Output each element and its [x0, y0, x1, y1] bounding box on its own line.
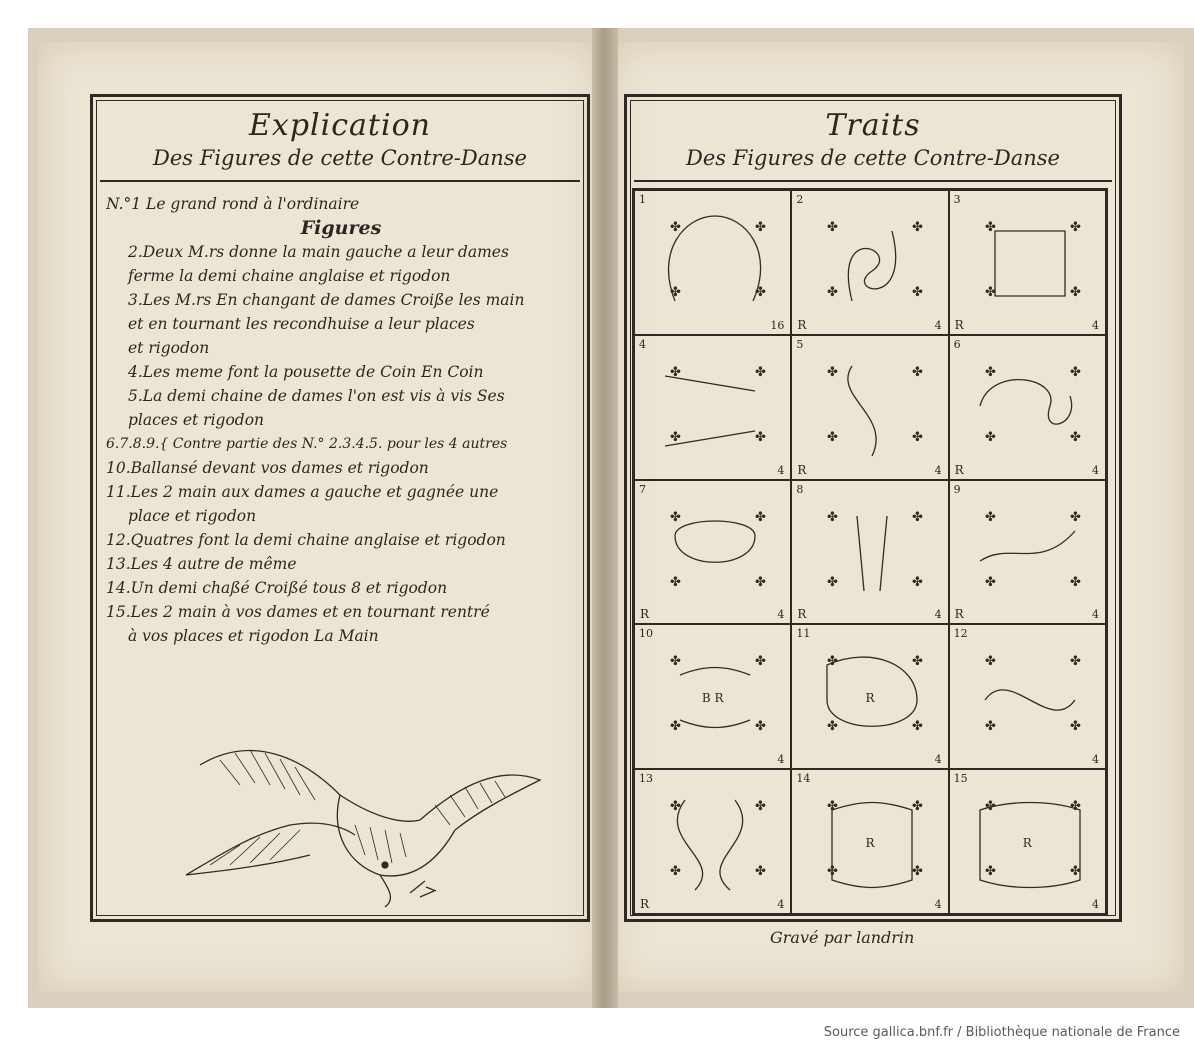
- svg-text:✤: ✤: [827, 654, 839, 670]
- svg-text:✤: ✤: [984, 364, 996, 380]
- figure-diagram-13: [634, 769, 791, 914]
- dance-path-drawing: [792, 191, 950, 336]
- svg-text:✤: ✤: [670, 719, 681, 735]
- measure-count: 4: [934, 753, 942, 767]
- svg-text:✤: ✤: [1069, 654, 1081, 670]
- figure-corner-label: R: [954, 462, 964, 477]
- svg-text:✤: ✤: [912, 719, 924, 735]
- svg-text:✤: ✤: [912, 364, 924, 380]
- figure-number: 6: [953, 337, 961, 351]
- figure-diagram-grid: [632, 188, 1108, 916]
- measure-count: 4: [777, 463, 785, 477]
- dance-path-drawing: [635, 191, 793, 336]
- figure-diagram-12: [949, 624, 1106, 769]
- explanation-line: ferme la demi chaine anglaise et rigodon: [128, 267, 451, 285]
- svg-text:✤: ✤: [755, 654, 766, 670]
- figure-number: 2: [796, 193, 804, 206]
- svg-text:✤: ✤: [984, 429, 996, 445]
- measure-count: 4: [1091, 608, 1099, 622]
- measure-count: 4: [777, 898, 785, 911]
- svg-text:✤: ✤: [1069, 220, 1081, 235]
- right-separator: [634, 180, 1112, 182]
- svg-text:✤: ✤: [755, 509, 766, 525]
- figure-number: 11: [796, 627, 811, 641]
- figure-corner-label: R: [797, 462, 807, 477]
- svg-text:✤: ✤: [912, 509, 924, 525]
- measure-count: 4: [934, 318, 942, 332]
- figure-number: 5: [796, 337, 804, 351]
- figure-number: 3: [953, 193, 961, 206]
- measure-count: 4: [777, 608, 785, 622]
- dance-path-drawing: [792, 336, 950, 481]
- measure-count: 4: [1091, 463, 1099, 477]
- explanation-line: 11.Les 2 main aux dames a gauche et gagnée une: [106, 483, 499, 501]
- svg-text:✤: ✤: [912, 574, 924, 590]
- figure-diagram-5: [791, 335, 948, 480]
- left-separator: [100, 180, 580, 182]
- figure-diagram-4: [634, 335, 791, 480]
- svg-text:✤: ✤: [912, 864, 924, 880]
- explanation-line: et rigodon: [128, 339, 210, 357]
- svg-text:✤: ✤: [827, 574, 839, 590]
- left-subtitle: Des Figures de cette Contre-Danse: [153, 146, 527, 170]
- source-credit: Source gallica.bnf.fr / Bibliothèque nationale de France: [823, 1025, 1180, 1040]
- figure-diagram-1: [634, 190, 791, 335]
- engraver-credit: Gravé par landrin: [770, 928, 915, 947]
- figure-number: 7: [639, 482, 646, 496]
- svg-text:✤: ✤: [1069, 364, 1081, 380]
- figure-diagram-2: [791, 190, 948, 335]
- measure-count: 4: [1091, 318, 1099, 332]
- svg-text:✤: ✤: [755, 364, 766, 380]
- svg-text:✤: ✤: [984, 799, 996, 815]
- figures-heading: Figures: [300, 217, 382, 239]
- explanation-line: N.°1 Le grand rond à l'ordinaire: [106, 195, 360, 213]
- center-label: B R: [701, 691, 724, 706]
- explanation-line: 13.Les 4 autre de même: [106, 555, 297, 573]
- figure-corner-label: R: [640, 607, 650, 622]
- measure-count: 4: [1091, 753, 1099, 767]
- svg-text:✤: ✤: [827, 799, 839, 815]
- svg-text:✤: ✤: [755, 864, 766, 880]
- svg-text:✤: ✤: [670, 220, 681, 235]
- figure-number: 14: [796, 772, 811, 786]
- svg-text:✤: ✤: [1069, 799, 1081, 815]
- svg-text:✤: ✤: [912, 220, 924, 235]
- svg-text:✤: ✤: [1069, 429, 1081, 445]
- svg-text:✤: ✤: [755, 574, 766, 590]
- svg-text:✤: ✤: [827, 509, 839, 525]
- figure-number: 10: [639, 627, 653, 641]
- figure-corner-label: R: [640, 897, 650, 911]
- svg-text:✤: ✤: [670, 285, 681, 300]
- figure-number: 13: [639, 772, 653, 786]
- measure-count: 4: [934, 608, 942, 622]
- svg-text:✤: ✤: [670, 509, 681, 525]
- figure-diagram-10: [634, 624, 791, 769]
- figure-diagram-9: [949, 480, 1106, 625]
- svg-text:✤: ✤: [1069, 719, 1081, 735]
- explanation-line: 14.Un demi chaßé Croißé tous 8 et rigodon: [106, 579, 448, 597]
- right-subtitle: Des Figures de cette Contre-Danse: [686, 146, 1060, 170]
- dance-path-drawing: [950, 191, 1108, 336]
- svg-text:✤: ✤: [984, 864, 996, 880]
- right-title: Traits: [825, 108, 921, 143]
- figure-number: 1: [639, 193, 646, 206]
- svg-text:✤: ✤: [755, 719, 766, 735]
- svg-text:✤: ✤: [670, 654, 681, 670]
- svg-text:✤: ✤: [912, 429, 924, 445]
- figure-diagram-14: [791, 769, 948, 914]
- svg-text:✤: ✤: [1069, 864, 1081, 880]
- figure-number: 12: [953, 627, 968, 641]
- svg-text:✤: ✤: [755, 285, 766, 300]
- explanation-line: 4.Les meme font la pousette de Coin En Coin: [128, 363, 484, 381]
- figure-number: 9: [953, 482, 961, 496]
- figure-diagram-8: [791, 480, 948, 625]
- svg-text:✤: ✤: [827, 429, 839, 445]
- svg-text:✤: ✤: [1069, 574, 1081, 590]
- svg-text:✤: ✤: [670, 864, 681, 880]
- svg-text:✤: ✤: [912, 285, 924, 300]
- explanation-line: 12.Quatres font la demi chaine anglaise et rigodon: [106, 531, 506, 549]
- measure-count: 4: [934, 898, 942, 911]
- explanation-line: 3.Les M.rs En changant de dames Croiße les main: [128, 291, 525, 309]
- svg-text:✤: ✤: [984, 574, 996, 590]
- svg-text:✤: ✤: [827, 364, 839, 380]
- explanation-line: place et rigodon: [128, 507, 257, 525]
- dance-path-drawing: [950, 625, 1108, 770]
- svg-text:✤: ✤: [1069, 285, 1081, 300]
- figure-number: 8: [796, 482, 804, 496]
- figure-diagram-11: [791, 624, 948, 769]
- svg-text:✤: ✤: [912, 799, 924, 815]
- explanation-line: 15.Les 2 main à vos dames et en tournant rentré: [106, 603, 490, 621]
- explanation-line: à vos places et rigodon La Main: [128, 627, 379, 645]
- measure-count: 4: [934, 463, 942, 477]
- dance-path-drawing: [950, 336, 1108, 481]
- svg-text:✤: ✤: [755, 220, 766, 235]
- figure-corner-label: R: [797, 317, 807, 332]
- svg-text:✤: ✤: [1069, 509, 1081, 525]
- svg-text:✤: ✤: [670, 799, 681, 815]
- measure-count: 4: [777, 753, 785, 767]
- dance-path-drawing: [950, 481, 1108, 626]
- explanation-line: 6.7.8.9.{ Contre partie des N.° 2.3.4.5. pour les 4 autres: [106, 436, 508, 452]
- dance-path-drawing: [635, 770, 793, 915]
- dance-path-drawing: [635, 336, 793, 481]
- center-label: R: [865, 836, 875, 851]
- svg-text:✤: ✤: [827, 864, 839, 880]
- figure-diagram-3: [949, 190, 1106, 335]
- measure-count: 4: [1091, 898, 1099, 911]
- figure-number: 15: [953, 772, 968, 786]
- svg-text:✤: ✤: [670, 429, 681, 445]
- svg-text:✤: ✤: [912, 654, 924, 670]
- figure-corner-label: R: [797, 607, 807, 622]
- svg-text:✤: ✤: [670, 364, 681, 380]
- svg-text:✤: ✤: [755, 429, 766, 445]
- svg-text:✤: ✤: [827, 719, 839, 735]
- dance-path-drawing: [792, 481, 950, 626]
- figure-corner-label: R: [954, 607, 964, 622]
- figure-explanations: [106, 192, 576, 648]
- svg-text:✤: ✤: [984, 285, 996, 300]
- figure-corner-label: R: [954, 317, 964, 332]
- svg-text:✤: ✤: [984, 719, 996, 735]
- svg-text:✤: ✤: [984, 654, 996, 670]
- figure-diagram-7: [634, 480, 791, 625]
- svg-text:✤: ✤: [670, 574, 681, 590]
- svg-text:✤: ✤: [984, 509, 996, 525]
- explanation-line: 5.La demi chaine de dames l'on est vis à vis Ses: [128, 387, 505, 405]
- figure-diagram-6: [949, 335, 1106, 480]
- explanation-line: places et rigodon: [128, 411, 265, 429]
- svg-text:✤: ✤: [984, 220, 996, 235]
- center-label: R: [1022, 836, 1032, 851]
- book-gutter: [592, 28, 618, 1008]
- bird-engraving-illustration: [180, 725, 550, 915]
- center-label: R: [865, 691, 875, 706]
- figure-number: 4: [639, 337, 646, 351]
- dance-path-drawing: [635, 481, 793, 626]
- figure-diagram-15: [949, 769, 1106, 914]
- svg-text:✤: ✤: [827, 220, 839, 235]
- left-title: Explication: [249, 108, 431, 143]
- explanation-line: 2.Deux M.rs donne la main gauche a leur dames: [128, 243, 509, 261]
- svg-text:✤: ✤: [755, 799, 766, 815]
- svg-text:✤: ✤: [827, 285, 839, 300]
- explanation-line: et en tournant les recondhuise a leur places: [128, 315, 475, 333]
- explanation-line: 10.Ballansé devant vos dames et rigodon: [106, 459, 429, 477]
- measure-count: 16: [770, 318, 785, 332]
